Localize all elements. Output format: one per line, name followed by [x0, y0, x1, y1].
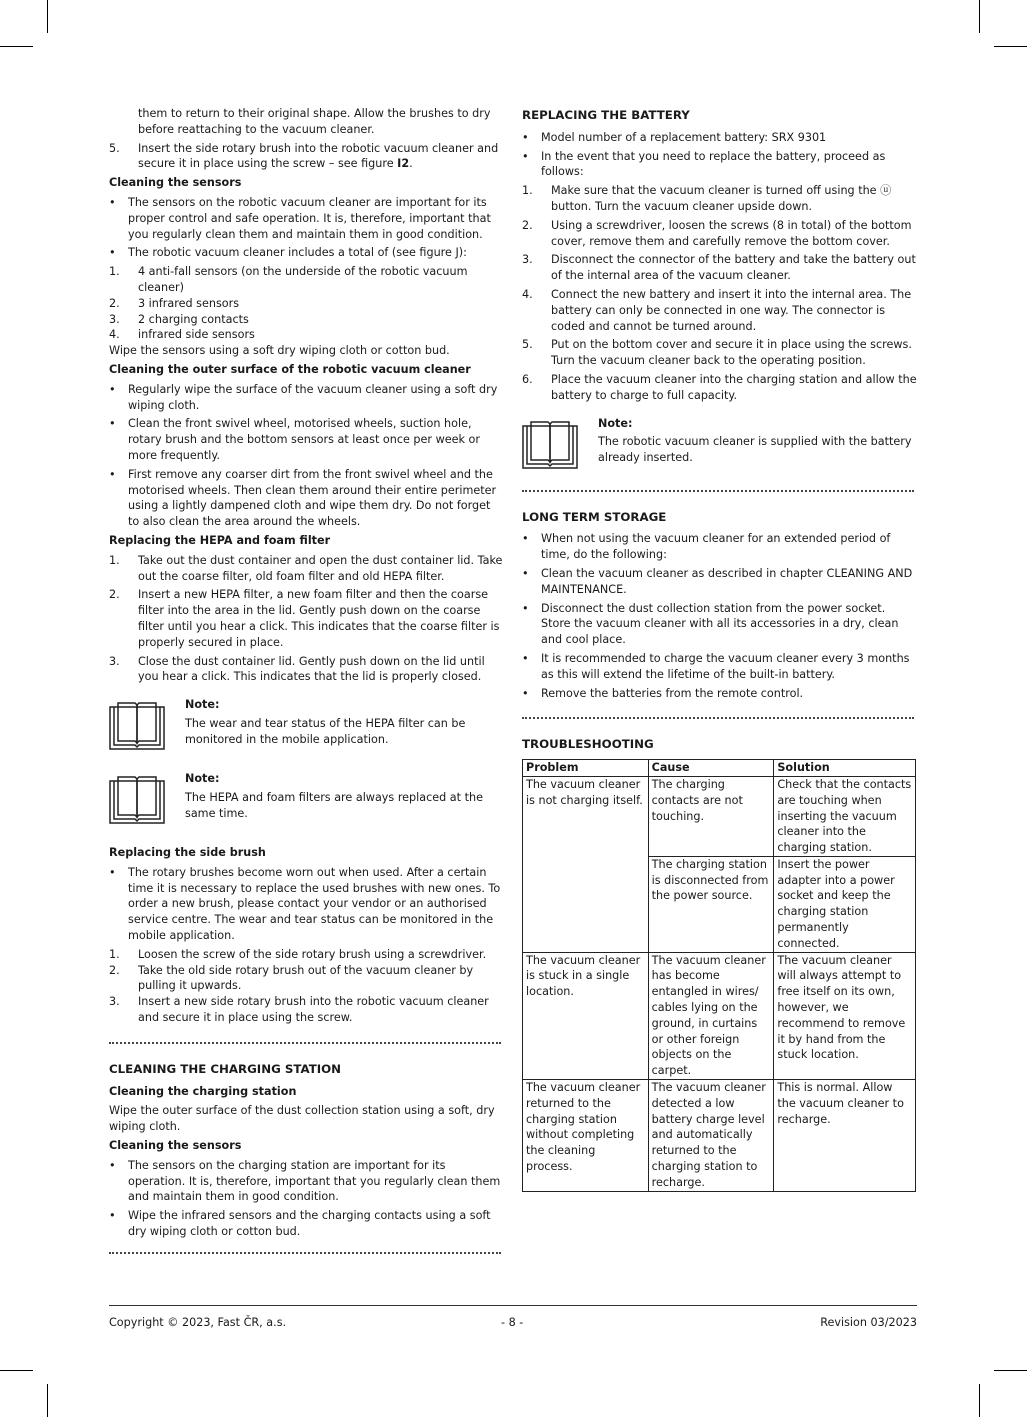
- list-item: • In the event that you need to replace the battery, proceed as follows:: [522, 149, 918, 181]
- list-item: • Disconnect the dust collection station from the power socket. Store the vacuum cleaner with all its accessories in a dry, clean and cool place.: [522, 601, 918, 648]
- list-item: 2. Insert a new HEPA filter, a new foam filter and then the coarse filter into the area in the lid. Gently push down on the coarse filter until you hear a click. This indicates that the coarse filter is properly secured in place.: [109, 588, 500, 649]
- crop-mark: [979, 0, 980, 33]
- copyright-text: Copyright © 2023, Fast ČR, a.s.: [109, 1316, 287, 1329]
- figure-reference: I2: [397, 157, 410, 171]
- note-text: The wear and tear status of the HEPA filter can be monitored in the mobile application.: [185, 716, 466, 746]
- list-item: 2. Take the old side rotary brush out of the vacuum cleaner by pulling it upwards.: [109, 963, 474, 993]
- list-item: 5. Put on the bottom cover and secure it in place using the screws. Turn the vacuum cleaner back to the operating position.: [522, 338, 912, 368]
- table-cell: This is normal. Allow the vacuum cleaner to recharge.: [774, 1080, 916, 1192]
- table-cell: The vacuum cleaner will always attempt to free itself on its own, however, we recommend to remove it by hand from the stuck location.: [774, 952, 916, 1079]
- table-cell: The vacuum cleaner is not charging itself.: [523, 776, 649, 952]
- table-row: [523, 952, 916, 1079]
- subheading: Cleaning the sensors: [109, 1139, 242, 1153]
- numbered-list: [522, 183, 918, 403]
- dotted-divider: [522, 490, 914, 492]
- crop-mark: [47, 1384, 48, 1417]
- table-header-row: [523, 760, 916, 777]
- open-book-icon: [109, 773, 165, 825]
- paragraph: Wipe the outer surface of the dust collection station using a soft, dry wiping cloth.: [109, 1104, 495, 1134]
- note-box: [109, 697, 504, 753]
- list-item: • The rotary brushes become worn out when used. After a certain time it is necessary to replace the used brushes with new ones. To order a new brush, please contact your vendor or an authorised service centre. The wear and tear status can be monitored in the mobile application.: [109, 865, 504, 944]
- column-header: Cause: [648, 760, 774, 777]
- page-number: - 8 -: [501, 1316, 524, 1329]
- list-item: • Clean the vacuum cleaner as described in chapter CLEANING AND MAINTENANCE.: [522, 566, 918, 598]
- numbered-list: [109, 264, 504, 343]
- open-book-icon: [522, 418, 578, 470]
- table-cell: The vacuum cleaner is stuck in a single location.: [523, 952, 649, 1079]
- bullet-list: [109, 1158, 504, 1240]
- bullet-list: [109, 195, 504, 261]
- list-item: 3. Insert a new side rotary brush into the robotic vacuum cleaner and secure it in place using the screw.: [109, 995, 489, 1025]
- list-item: • When not using the vacuum cleaner for an extended period of time, do the following:: [522, 531, 918, 563]
- list-item: • Regularly wipe the surface of the vacuum cleaner using a soft dry wiping cloth.: [109, 382, 504, 414]
- paragraph: Wipe the sensors using a soft dry wiping cloth or cotton bud.: [109, 344, 450, 358]
- list-item: • First remove any coarser dirt from the front swivel wheel and the motorised wheels. Then clean them around their entire perimeter using a lightly dampened cloth and wipe them dry. Do not forget to also clean the area around the wheels.: [109, 467, 504, 530]
- list-item: 1. 4 anti-fall sensors (on the underside of the robotic vacuum cleaner): [109, 265, 468, 294]
- crop-mark: [47, 0, 48, 33]
- list-item: • Clean the front swivel wheel, motorised wheels, suction hole, rotary brush and the bottom sensors at least once per week or more frequently.: [109, 416, 504, 463]
- note-title: Note:: [598, 416, 633, 430]
- crop-mark: [0, 1370, 33, 1371]
- table-cell: Check that the contacts are touching when inserting the vacuum cleaner into the charging station.: [774, 776, 916, 856]
- numbered-list: [109, 553, 504, 685]
- list-item: 3. Close the dust container lid. Gently push down on the lid until you hear a click. This indicates that the lid is properly closed.: [109, 654, 485, 684]
- section-heading: CLEANING THE CHARGING STATION: [109, 1061, 342, 1076]
- list-item: • The robotic vacuum cleaner includes a total of (see figure J):: [109, 245, 504, 261]
- list-item: 3. Disconnect the connector of the battery and take the battery out of the internal area of the vacuum cleaner.: [522, 253, 916, 283]
- section-heading: TROUBLESHOOTING: [522, 737, 654, 752]
- note-text: The HEPA and foam filters are always replaced at the same time.: [185, 790, 483, 820]
- crop-mark: [994, 1370, 1027, 1371]
- note-box: [522, 416, 918, 472]
- list-item: • The sensors on the robotic vacuum cleaner are important for its proper control and safe operation. It is, therefore, important that you regularly clean them and maintain them in good condition.: [109, 195, 504, 242]
- table-row: [523, 1080, 916, 1192]
- bullet-list: [109, 865, 504, 944]
- list-item: 3. 2 charging contacts: [109, 312, 249, 326]
- right-column: [522, 106, 918, 1192]
- column-header: Problem: [523, 760, 649, 777]
- list-item: • Wipe the infrared sensors and the charging contacts using a soft dry wiping cloth or cotton bud.: [109, 1208, 504, 1240]
- list-item: 2. Using a screwdriver, loosen the screws (8 in total) of the bottom cover, remove them and carefully remove the bottom cover.: [522, 218, 912, 248]
- list-item: them to return to their original shape. Allow the brushes to dry before reattaching to the vacuum cleaner.: [138, 107, 491, 136]
- note-box: [109, 771, 504, 827]
- note-title: Note:: [185, 772, 220, 786]
- table-cell: The vacuum cleaner returned to the charging station without completing the cleaning process.: [523, 1080, 649, 1192]
- list-item: • The sensors on the charging station are important for its operation. It is, therefore, important that you regularly clean them and maintain them in good condition.: [109, 1158, 504, 1205]
- table-cell: The charging station is disconnected from the power source.: [648, 856, 774, 952]
- section-heading: REPLACING THE BATTERY: [522, 108, 690, 122]
- list-item: 6. Place the vacuum cleaner into the charging station and allow the battery to charge to full capacity.: [522, 372, 917, 402]
- table-cell: The charging contacts are not touching.: [648, 776, 774, 856]
- list-item: 1. Make sure that the vacuum cleaner is turned off using the ⓤ button. Turn the vacuum cleaner upside down.: [522, 184, 892, 213]
- crop-mark: [0, 46, 33, 47]
- list-item: 1. Loosen the screw of the side rotary brush using a screwdriver.: [109, 947, 487, 961]
- subheading: Replacing the HEPA and foam filter: [109, 533, 331, 547]
- dotted-divider: [109, 1252, 501, 1254]
- list-item: • Model number of a replacement battery: SRX 9301: [522, 130, 918, 146]
- bullet-list: [522, 531, 918, 701]
- subheading: Cleaning the sensors: [109, 176, 242, 190]
- dotted-divider: [522, 717, 914, 719]
- list-item: • It is recommended to charge the vacuum cleaner every 3 months as this will extend the lifetime of the built-in battery.: [522, 651, 918, 683]
- page-footer: [109, 1305, 917, 1329]
- subheading: Replacing the side brush: [109, 846, 266, 860]
- dotted-divider: [109, 1042, 501, 1044]
- list-item: • Remove the batteries from the remote control.: [522, 686, 918, 702]
- revision-text: Revision 03/2023: [820, 1316, 917, 1329]
- open-book-icon: [109, 699, 165, 751]
- list-item: 4. Connect the new battery and insert it into the internal area. The battery can only be connected in one way. The connector is coded and cannot be turned around.: [522, 287, 912, 333]
- continued-steps: [109, 106, 504, 172]
- section-heading: LONG TERM STORAGE: [522, 509, 667, 524]
- table-cell: The vacuum cleaner has become entangled in wires/ cables lying on the ground, in curtains or other foreign objects on the carpet.: [648, 952, 774, 1079]
- table-row: [523, 776, 916, 856]
- list-item: 5. Insert the side rotary brush into the robotic vacuum cleaner and secure it in place using the screw – see figure I2.: [109, 141, 499, 171]
- left-column: [109, 106, 504, 1272]
- table-cell: Insert the power adapter into a power socket and keep the charging station permanently connected.: [774, 856, 916, 952]
- note-title: Note:: [185, 698, 220, 712]
- subheading: Cleaning the outer surface of the robotic vacuum cleaner: [109, 362, 471, 376]
- list-item: 2. 3 infrared sensors: [109, 296, 240, 310]
- bullet-list: [109, 382, 504, 530]
- crop-mark: [994, 46, 1027, 47]
- list-item: 4. infrared side sensors: [109, 328, 255, 342]
- bullet-list: [522, 130, 918, 180]
- column-header: Solution: [774, 760, 916, 777]
- table-cell: The vacuum cleaner detected a low battery charge level and automatically returned to the charging station to recharge.: [648, 1080, 774, 1192]
- numbered-list: [109, 947, 504, 1026]
- note-text: The robotic vacuum cleaner is supplied with the battery already inserted.: [598, 435, 912, 465]
- list-item: 1. Take out the dust container and open the dust container lid. Take out the coarse filter, old foam filter and old HEPA filter.: [109, 553, 503, 583]
- crop-mark: [979, 1384, 980, 1417]
- subheading: Cleaning the charging station: [109, 1084, 297, 1098]
- troubleshooting-table: [522, 759, 916, 1192]
